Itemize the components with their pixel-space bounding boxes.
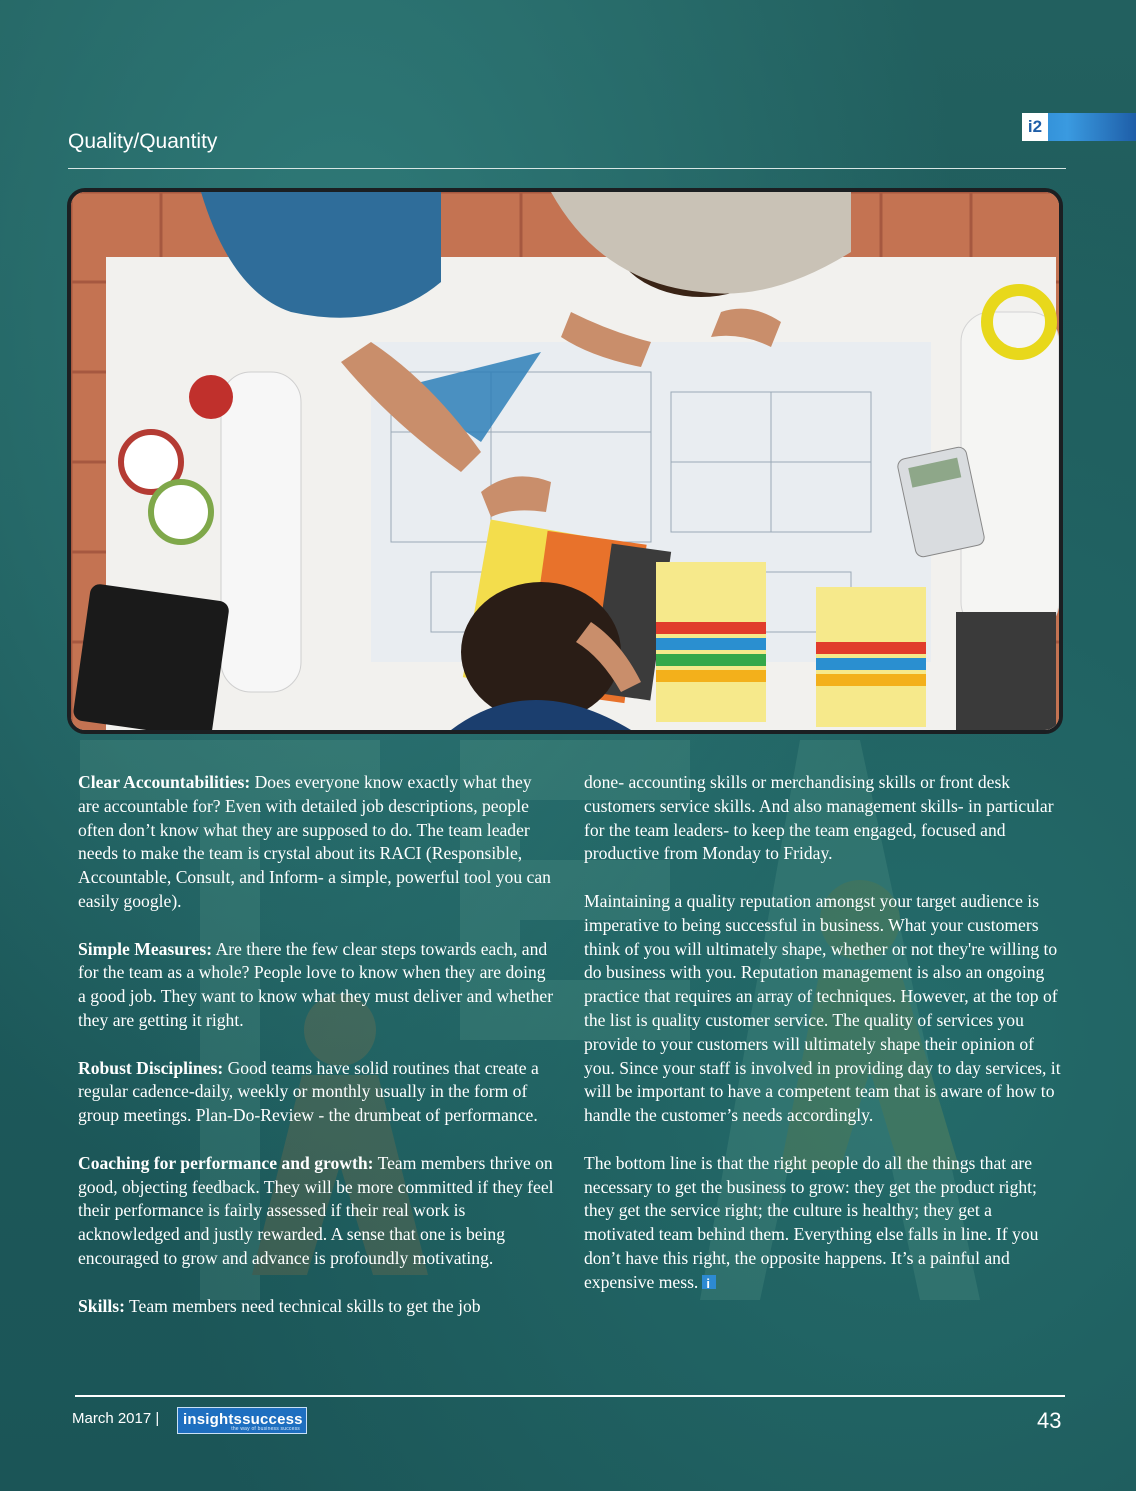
paragraph-body: done- accounting skills or merchandising skills or front desk customers service skills. And also management skills- in particular for the team leaders- to keep the team engaged, focused and productive from Monday to Friday.	[584, 772, 1054, 864]
paragraph-heading: Robust Disciplines:	[78, 1057, 224, 1078]
publication-logo	[177, 1407, 307, 1434]
paragraph-coaching	[78, 1152, 556, 1271]
right-text-column	[584, 771, 1062, 1318]
logo-accent-word: success	[242, 1411, 303, 1428]
paragraph-body: Maintaining a quality reputation amongst your target audience is imperative to being successful in business. What your customers think of you will ultimately shape, whether or not they're willing to do business with you. Reputation management is also an ongoing practice that requires an array of techniques. However, at the top of the list is quality customer service. The quality of services you provide to your customers will ultimately shape their opinion of you. Since your staff is involved in providing day to day services, it will be important to have a competent team that is aware of how to handle the customer’s needs accordingly.	[584, 890, 1061, 1126]
photo-illustration	[71, 192, 1059, 730]
brand-logo-icon	[1022, 113, 1136, 141]
paragraph-clear-accountabilities	[78, 771, 556, 914]
team-planning-photo	[67, 188, 1063, 734]
paragraph-heading: Clear Accountabilities:	[78, 772, 251, 792]
page-number: 43	[1037, 1408, 1062, 1433]
paragraph-body: Good teams have solid routines that create a regular cadence-daily, weekly or monthly usually in the form of group meetings. Plan-Do-Review - the drumbeat of performance.	[78, 1057, 539, 1126]
issue-date: March 2017 |	[72, 1410, 160, 1427]
logo-word: insights	[183, 1411, 243, 1428]
header-divider	[68, 168, 1066, 169]
footer-divider	[75, 1395, 1065, 1397]
paragraph-body: Team members thrive on good, objecting feedback. They will be more committed if they feel their performance is fairly assessed if their real work is acknowledged and justly rewarded. A sense that one is being encouraged to grow and advance is profoundly motivating.	[78, 1152, 554, 1268]
paragraph-heading: Simple Measures:	[78, 938, 213, 959]
paragraph-skills-continued	[584, 771, 1062, 866]
paragraph-robust-disciplines	[78, 1057, 556, 1128]
logo-tagline: the way of business success	[231, 1426, 300, 1432]
paragraph-body: Team members need technical skills to get the job	[124, 1295, 481, 1316]
paragraph-body: The bottom line is that the right people do all the things that are necessary to get the business to grow: they get the product right; they get the service right; the culture is healthy; they get a motivated team behind them. Everything else falls in line. If you don’t have this right, the opposite happens. It’s a painful and expensive mess.	[584, 1152, 1039, 1292]
brand-logo-text: i2	[1022, 113, 1048, 141]
paragraph-heading: Coaching for performance and growth:	[78, 1152, 374, 1173]
paragraph-simple-measures	[78, 938, 556, 1033]
paragraph-skills	[78, 1295, 556, 1319]
section-title: Quality/Quantity	[68, 130, 218, 153]
paragraph-bottom-line	[584, 1152, 1062, 1295]
left-text-column	[78, 771, 556, 1342]
article-end-icon	[702, 1275, 716, 1289]
paragraph-body: Are there the few clear steps towards each, and for the team as a whole? People love to know when they are doing a good job. They want to know what they must deliver and whether they are getting it right.	[78, 938, 554, 1030]
paragraph-body: Does everyone know exactly what they are accountable for? Even with detailed job descriptions, people often don’t know what they are supposed to do. The team leader needs to make the team is crystal about its RACI (Responsible, Accountable, Consult, and Inform- a simple, powerful tool you can easily google).	[78, 772, 551, 911]
paragraph-heading: Skills:	[78, 1295, 125, 1316]
paragraph-reputation	[584, 890, 1062, 1128]
